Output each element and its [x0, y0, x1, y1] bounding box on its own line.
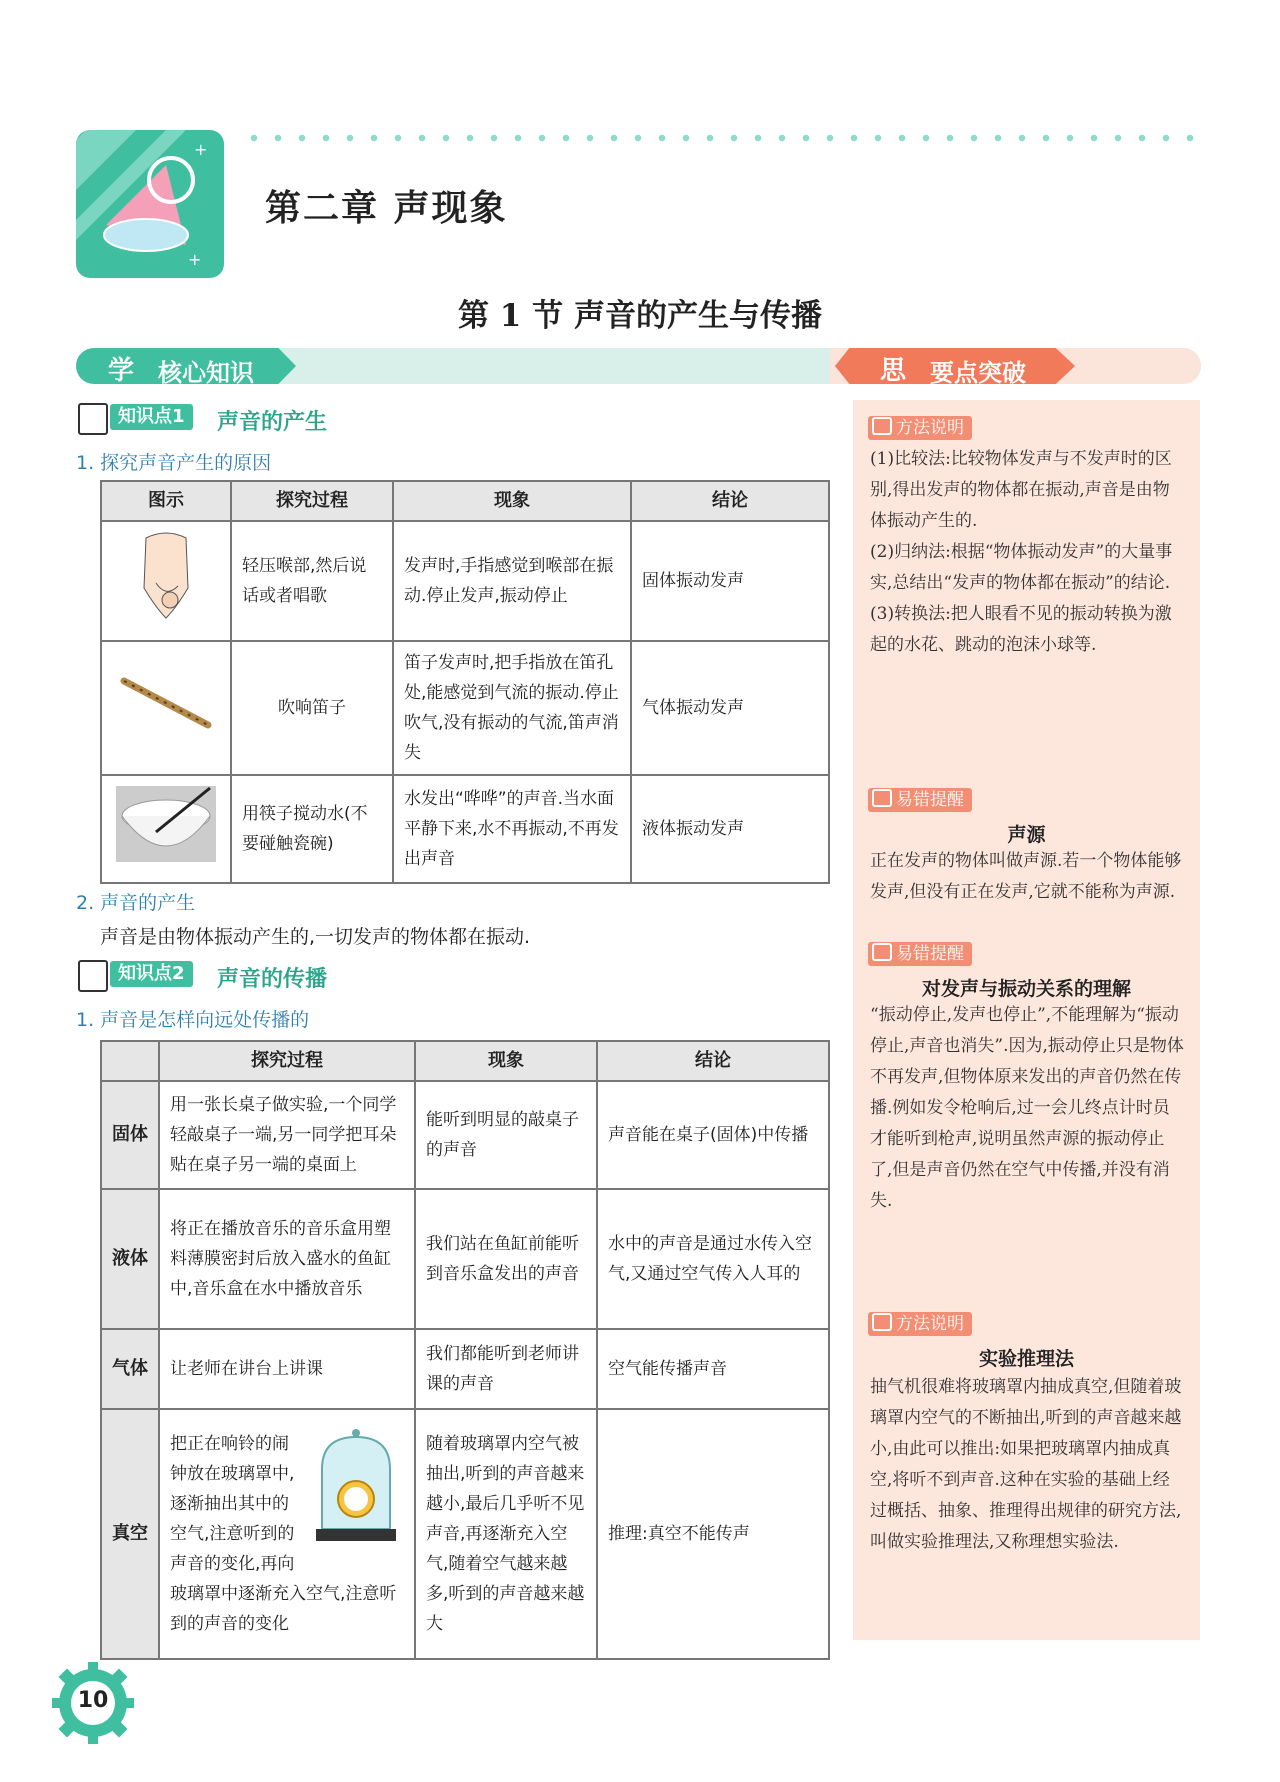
- flute-figure: [101, 641, 231, 775]
- method-3: (3)转换法:把人眼看不见的振动转换为激起的水花、跳动的泡沫小球等.: [870, 604, 1172, 655]
- t1-conclusion: 气体振动发声: [631, 641, 829, 775]
- t1-phenomenon: 水发出“哗哗”的声音.当水面平静下来,水不再振动,不再发出声音: [393, 775, 631, 883]
- method-list: [870, 444, 1185, 661]
- table-row: [101, 1409, 829, 1659]
- speech-bubble-icon: [872, 1313, 892, 1331]
- inference-heading: 实验推理法: [978, 1348, 1074, 1370]
- t1-process: 轻压喉部,然后说话或者唱歌: [231, 521, 393, 641]
- banner-key-label: 要点突破: [930, 359, 1026, 387]
- notebook-icon: [78, 960, 108, 992]
- t2-conclusion: 推理:真空不能传声: [597, 1409, 829, 1659]
- method-tag: 方法说明: [868, 416, 972, 440]
- t1-phenomenon: 笛子发声时,把手指放在笛孔处,能感觉到气流的振动.停止吹气,没有振动的气流,笛声消失: [393, 641, 631, 775]
- vibration-text: “振动停止,发声也停止”,不能理解为“振动停止,声音也消失”.因为,振动停止只是物体不再发声,但物体原来发出的声音仍然在传播.例如发令枪响后,过一会儿终点计时员才能听到枪声,说明虽然声源的振动停止了,但是声音仍然在空气中传播,并没有消失.: [870, 1005, 1184, 1211]
- chapter-title: 第二章 声现象: [265, 188, 508, 229]
- table-row: [101, 521, 829, 641]
- table-row: [101, 641, 829, 775]
- th-medium: [101, 1041, 159, 1081]
- th-phenomenon: 现象: [415, 1041, 597, 1081]
- notebook-icon: [78, 403, 108, 435]
- table-row: [101, 1329, 829, 1409]
- inference-text: 抽气机很难将玻璃罩内抽成真空,但随着玻璃罩内空气的不断抽出,听到的声音越来越小,由此可以推出:如果把玻璃罩内抽成真空,将听不到声音.这种在实验的基础上经过概括、抽象、推理得出规律的研究方法,叫做实验推理法,又称理想实验法.: [870, 1377, 1182, 1552]
- kp1-heading-2: 2. 声音的产生: [76, 892, 196, 914]
- method-2: (2)归纳法:根据“物体振动发声”的大量事实,总结出“发声的物体都在振动”的结论.: [870, 542, 1173, 593]
- kp2-heading-1: 1. 声音是怎样向远处传播的: [76, 1009, 310, 1031]
- bell-jar-figure: [308, 1429, 404, 1549]
- warning-tag: 易错提醒: [868, 942, 972, 966]
- medium-solid: 固体: [101, 1081, 159, 1189]
- th-phenomenon: 现象: [393, 481, 631, 521]
- t2-process: 把正在响铃的闹钟放在玻璃罩中,逐渐抽出其中的空气,注意听到的声音的变化,再向玻璃罩中逐渐充入空气,注意听到的声音的变化: [170, 1434, 397, 1634]
- svg-text:+: +: [188, 250, 202, 269]
- medium-gas: 气体: [101, 1329, 159, 1409]
- th-process: 探究过程: [159, 1041, 415, 1081]
- t2-process-cell: [159, 1409, 415, 1659]
- t2-phenomenon: 随着玻璃罩内空气被抽出,听到的声音越来越小,最后几乎听不见声音,再逐渐充入空气,随着空气越来越多,听到的声音越来越大: [415, 1409, 597, 1659]
- speech-bubble-icon: [872, 417, 892, 435]
- banner-core-label: 核心知识: [158, 359, 254, 387]
- warning-tag: 易错提醒: [868, 788, 972, 812]
- medium-liquid: 液体: [101, 1189, 159, 1329]
- svg-text:+: +: [194, 140, 208, 159]
- method-1: (1)比较法:比较物体发声与不发声时的区别,得出发声的物体都在振动,声音是由物体振动产生的.: [870, 449, 1172, 531]
- throat-figure: [101, 521, 231, 641]
- t1-phenomenon: 发声时,手指感觉到喉部在振动.停止发声,振动停止: [393, 521, 631, 641]
- th-figure: 图示: [101, 481, 231, 521]
- method-tag: 方法说明: [868, 1312, 972, 1336]
- page-number: 10: [77, 1688, 109, 1713]
- banner-key-char: 思: [880, 356, 907, 386]
- sound-source-text: 正在发声的物体叫做声源.若一个物体能够发声,但没有正在发声,它就不能称为声源.: [870, 851, 1182, 902]
- th-conclusion: 结论: [631, 481, 829, 521]
- kp2-tag: 知识点2: [110, 961, 193, 987]
- t1-conclusion: 固体振动发声: [631, 521, 829, 641]
- table-row: [101, 775, 829, 883]
- t2-process: 让老师在讲台上讲课: [159, 1329, 415, 1409]
- t1-process: 用筷子搅动水(不要碰触瓷碗): [231, 775, 393, 883]
- t1-conclusion: 液体振动发声: [631, 775, 829, 883]
- section-title: 第 1 节 声音的产生与传播: [458, 298, 822, 334]
- t2-process: 用一张长桌子做实验,一个同学轻敲桌子一端,另一同学把耳朵贴在桌子另一端的桌面上: [159, 1081, 415, 1189]
- t2-process: 将正在播放音乐的音乐盒用塑料薄膜密封后放入盛水的鱼缸中,音乐盒在水中播放音乐: [159, 1189, 415, 1329]
- table-row: [101, 1189, 829, 1329]
- t2-conclusion: 声音能在桌子(固体)中传播: [597, 1081, 829, 1189]
- table-row: [101, 1081, 829, 1189]
- kp1-title: 声音的产生: [217, 410, 328, 435]
- banner-core-char: 学: [108, 356, 135, 386]
- t2-phenomenon: 能听到明显的敲桌子的声音: [415, 1081, 597, 1189]
- bowl-figure: [101, 775, 231, 883]
- sound-source-heading: 声源: [1007, 824, 1046, 846]
- kp2-title: 声音的传播: [217, 967, 328, 992]
- kp1-tag: 知识点1: [110, 404, 193, 430]
- vibration-heading: 对发声与振动关系的理解: [921, 978, 1131, 1000]
- table-sound-production: [100, 480, 830, 884]
- t2-phenomenon: 我们站在鱼缸前能听到音乐盒发出的声音: [415, 1189, 597, 1329]
- th-process: 探究过程: [231, 481, 393, 521]
- t1-process: 吹响笛子: [231, 641, 393, 775]
- t2-phenomenon: 我们都能听到老师讲课的声音: [415, 1329, 597, 1409]
- bell-icon: [872, 943, 892, 961]
- medium-vacuum: 真空: [101, 1409, 159, 1659]
- kp1-heading-1: 1. 探究声音产生的原因: [76, 452, 272, 474]
- bell-icon: [872, 789, 892, 807]
- t2-conclusion: 水中的声音是通过水传入空气,又通过空气传入人耳的: [597, 1189, 829, 1329]
- kp1-text: 声音是由物体振动产生的,一切发声的物体都在振动.: [100, 926, 531, 948]
- table-sound-propagation: [100, 1040, 830, 1660]
- th-conclusion: 结论: [597, 1041, 829, 1081]
- chapter-icon: [76, 130, 224, 278]
- t2-conclusion: 空气能传播声音: [597, 1329, 829, 1409]
- page-number-badge: [52, 1662, 134, 1744]
- dotted-rule: [242, 134, 1210, 142]
